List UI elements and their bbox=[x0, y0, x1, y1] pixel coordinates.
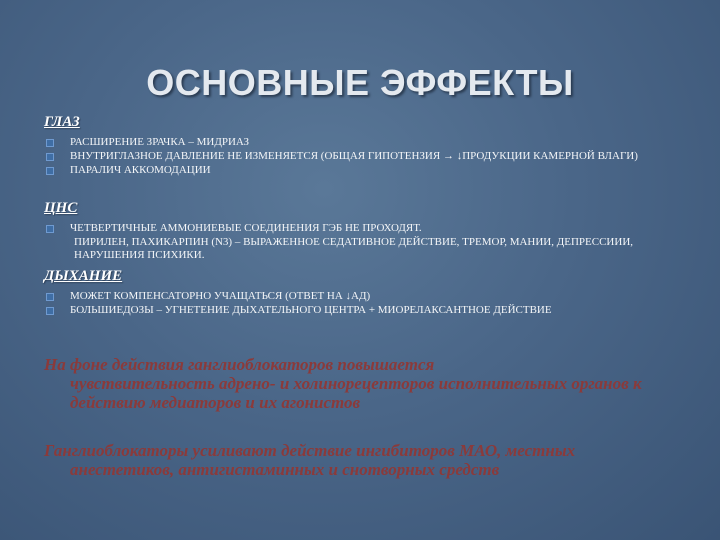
list-item-text: ВНУТРИГЛАЗНОЕ ДАВЛЕНИЕ НЕ ИЗМЕНЯЕТСЯ (ОБЩАЯ ГИПОТЕНЗИЯ → ↓ПРОДУКЦИИ КАМЕРНОЙ ВЛАГИ) bbox=[70, 150, 638, 162]
note-line: На фоне действия ганглиоблокаторов повышается bbox=[44, 355, 435, 374]
bullet-icon bbox=[46, 139, 54, 147]
section-heading-breathing: ДЫХАНИЕ bbox=[44, 268, 123, 284]
list-item bbox=[44, 136, 684, 149]
bullet-icon bbox=[46, 293, 54, 301]
list-item bbox=[44, 290, 684, 303]
list-item-text: МОЖЕТ КОМПЕНСАТОРНО УЧАЩАТЬСЯ (ОТВЕТ НА ↓АД) bbox=[70, 290, 371, 302]
list-item-continuation bbox=[44, 236, 684, 262]
section-heading-cns: ЦНС bbox=[44, 200, 78, 216]
note-line: анестетиков, антигистаминных и снотворных средств bbox=[70, 460, 500, 479]
note-mao bbox=[44, 441, 684, 479]
list-item bbox=[44, 222, 684, 235]
list-item-text: БОЛЬШИЕДОЗЫ – УГНЕТЕНИЕ ДЫХАТЕЛЬНОГО ЦЕНТРА + МИОРЕЛАКСАНТНОЕ ДЕЙСТВИЕ bbox=[70, 304, 552, 316]
cns-bullet-list bbox=[44, 222, 684, 263]
bullet-icon bbox=[46, 167, 54, 175]
slide-title: ОСНОВНЫЕ ЭФФЕКТЫ bbox=[146, 62, 574, 103]
note-line: Ганглиоблокаторы усиливают действие ингибиторов МАО, местных bbox=[44, 441, 576, 460]
list-item-text: ЧЕТВЕРТИЧНЫЕ АММОНИЕВЫЕ СОЕДИНЕНИЯ ГЭБ НЕ ПРОХОДЯТ. bbox=[70, 222, 422, 234]
note-line: чувствительность адрено- и холинорецепторов исполнительных органов к действию медиаторов и их агонистов bbox=[70, 374, 642, 412]
list-item-text: РАСШИРЕНИЕ ЗРАЧКА – МИДРИАЗ bbox=[70, 136, 250, 148]
list-item bbox=[44, 304, 684, 317]
list-item bbox=[44, 150, 684, 163]
bullet-icon bbox=[46, 153, 54, 161]
list-item-text: ПИРИЛЕН, ПАХИКАРПИН (N3) – ВЫРАЖЕННОЕ СЕДАТИВНОЕ ДЕЙСТВИЕ, ТРЕМОР, МАНИИ, ДЕПРЕССИИИ, НАРУШЕНИЯ ПСИХИКИ. bbox=[74, 236, 634, 261]
bullet-icon bbox=[46, 307, 54, 315]
breathing-bullet-list bbox=[44, 290, 684, 318]
list-item bbox=[44, 164, 684, 177]
section-heading-eye: ГЛАЗ bbox=[44, 114, 80, 130]
list-item-text: ПАРАЛИЧ АККОМОДАЦИИ bbox=[70, 164, 211, 176]
note-sensitivity bbox=[44, 355, 684, 412]
bullet-icon bbox=[46, 225, 54, 233]
eye-bullet-list bbox=[44, 136, 684, 178]
